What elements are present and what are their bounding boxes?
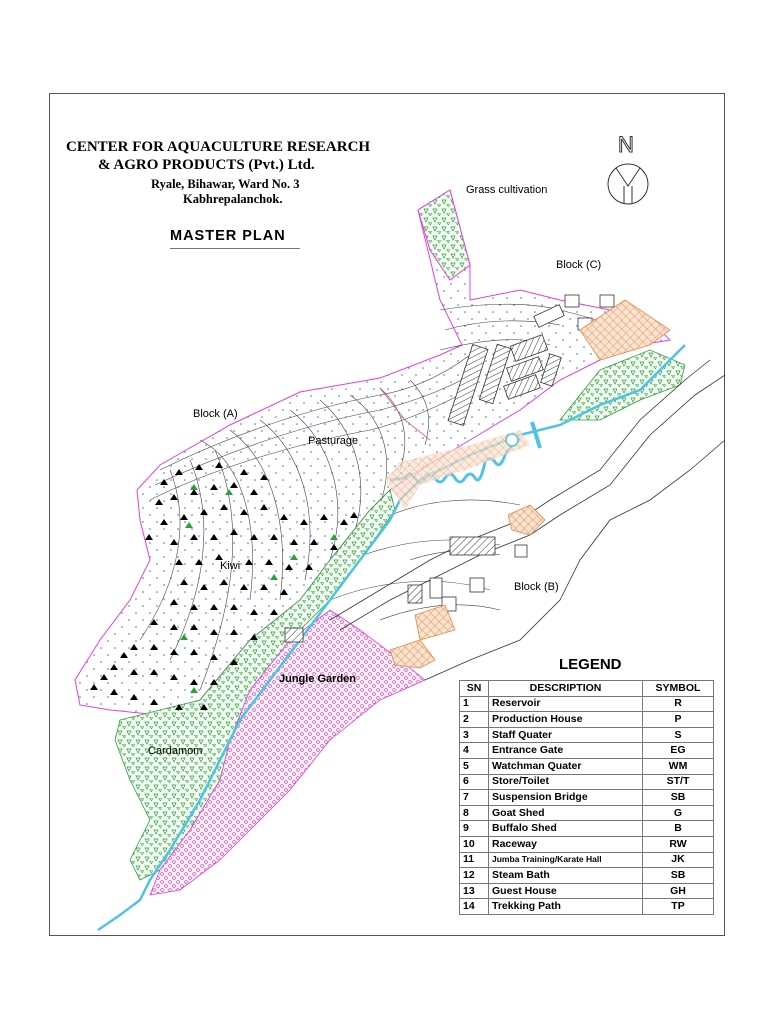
legend-sym: SB <box>643 790 714 806</box>
plan-title: MASTER PLAN <box>170 228 286 244</box>
legend-sym: SB <box>643 868 714 884</box>
label-block-c: Block (C) <box>556 259 602 271</box>
building-kiwi-hut <box>285 628 303 642</box>
legend-sn: 9 <box>460 821 489 837</box>
legend-table <box>459 680 714 915</box>
legend-sn: 3 <box>460 727 489 743</box>
legend-sn: 7 <box>460 790 489 806</box>
legend-sym: TP <box>643 899 714 915</box>
label-jungle-garden: Jungle Garden <box>279 673 357 685</box>
legend-sym: G <box>643 805 714 821</box>
legend-desc: Steam Bath <box>489 868 643 884</box>
legend-desc: Reservoir <box>489 696 643 712</box>
legend-desc: Entrance Gate <box>489 743 643 759</box>
suspension-bridge <box>532 422 540 448</box>
legend-row <box>460 774 714 790</box>
legend-sym: ST/T <box>643 774 714 790</box>
legend-sym: B <box>643 821 714 837</box>
legend-sn: 13 <box>460 883 489 899</box>
legend-header-row <box>460 681 714 697</box>
building-b9 <box>390 640 435 668</box>
legend-sym: WM <box>643 758 714 774</box>
building-b3 <box>515 545 527 557</box>
grass-cultivation-area <box>418 190 470 280</box>
building-b7 <box>470 578 484 592</box>
legend-sn: 10 <box>460 836 489 852</box>
legend-header-description: DESCRIPTION <box>489 681 643 697</box>
label-block-b: Block (B) <box>514 581 559 593</box>
legend-row <box>460 836 714 852</box>
legend-sn: 4 <box>460 743 489 759</box>
legend-sym: R <box>643 696 714 712</box>
organization-name <box>66 138 416 174</box>
legend-sn: 5 <box>460 758 489 774</box>
legend-sn: 11 <box>460 852 489 868</box>
label-grass-cultivation: Grass cultivation <box>466 184 548 196</box>
legend-row <box>460 899 714 915</box>
legend-desc: Watchman Quater <box>489 758 643 774</box>
north-arrow-icon <box>600 130 660 210</box>
legend-desc: Guest House <box>489 883 643 899</box>
legend-desc: Staff Quater <box>489 727 643 743</box>
legend-row <box>460 758 714 774</box>
org-line-2: & AGRO PRODUCTS (Pvt.) Ltd. <box>98 157 315 173</box>
legend-row <box>460 712 714 728</box>
address-line-1: Ryale, Bihawar, Ward No. 3 <box>151 177 300 191</box>
legend-desc: Trekking Path <box>489 899 643 915</box>
legend-sn: 6 <box>460 774 489 790</box>
north-letter: N <box>618 132 634 157</box>
legend-desc: Jumba Training/Karate Hall <box>489 852 643 868</box>
building-c9 <box>600 295 614 307</box>
legend-sym: EG <box>643 743 714 759</box>
legend-desc: Goat Shed <box>489 805 643 821</box>
legend-sn: 14 <box>460 899 489 915</box>
address-line-2: Kabhrepalanchok. <box>183 192 283 206</box>
building-b4 <box>408 585 422 603</box>
legend-row <box>460 743 714 759</box>
legend-row <box>460 868 714 884</box>
org-line-1: CENTER FOR AQUACULTURE RESEARCH <box>66 139 371 155</box>
label-block-a: Block (A) <box>193 408 238 420</box>
label-cardamom: Cardamom <box>148 745 203 757</box>
building-b5 <box>430 578 442 598</box>
label-pasturage: Pasturage <box>308 435 359 447</box>
label-kiwi: Kiwi <box>220 560 241 572</box>
building-c8 <box>565 295 579 307</box>
legend-desc: Production House <box>489 712 643 728</box>
legend-row <box>460 696 714 712</box>
plan-title-underline <box>170 248 300 249</box>
legend-header-sn: SN <box>460 681 489 697</box>
legend-sn: 12 <box>460 868 489 884</box>
legend-sn: 2 <box>460 712 489 728</box>
legend-desc: Raceway <box>489 836 643 852</box>
legend-desc: Suspension Bridge <box>489 790 643 806</box>
legend-sym: S <box>643 727 714 743</box>
legend-title: LEGEND <box>559 656 622 673</box>
legend-sym: P <box>643 712 714 728</box>
legend-sn: 8 <box>460 805 489 821</box>
building-b1 <box>450 537 495 555</box>
reservoir <box>506 434 518 446</box>
legend-desc: Store/Toilet <box>489 774 643 790</box>
legend-sn: 1 <box>460 696 489 712</box>
legend-row <box>460 727 714 743</box>
legend-row <box>460 821 714 837</box>
legend-row <box>460 790 714 806</box>
legend-sym: JK <box>643 852 714 868</box>
address <box>151 177 300 207</box>
legend-sym: GH <box>643 883 714 899</box>
legend-sym: RW <box>643 836 714 852</box>
legend-desc: Buffalo Shed <box>489 821 643 837</box>
building-b2 <box>508 505 545 535</box>
legend-header-symbol: SYMBOL <box>643 681 714 697</box>
legend-row <box>460 805 714 821</box>
legend-row <box>460 852 714 868</box>
legend-row <box>460 883 714 899</box>
